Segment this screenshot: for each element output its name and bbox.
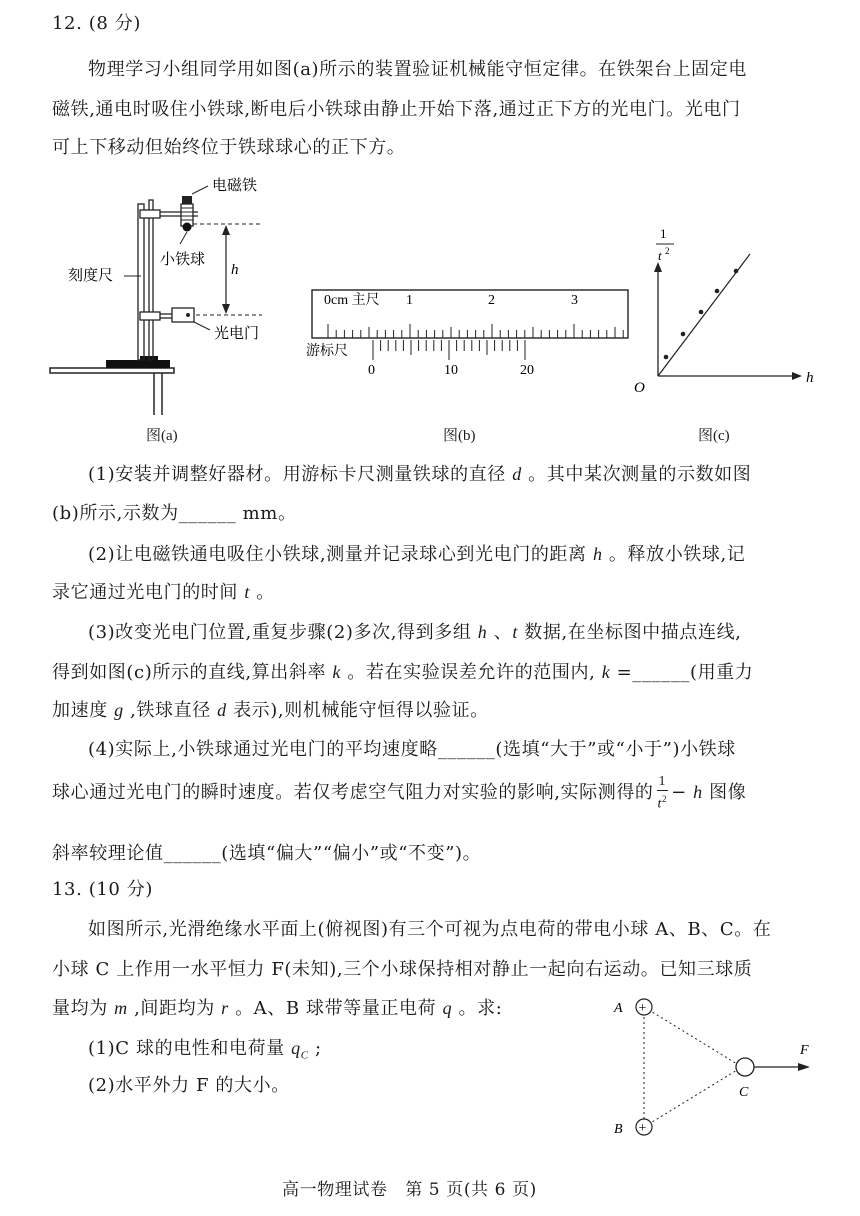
y-axis-denominator: t (658, 248, 662, 263)
data-point (664, 355, 669, 360)
label-ruler: 刻度尺 (68, 268, 114, 284)
q12-part1-line-2: (b)所示,示数为______ mm。 (52, 503, 297, 524)
vernier-tick-10: 10 (444, 363, 458, 378)
figure-b-vernier-caliper (306, 282, 636, 382)
q12-part2-line-1: (2)让电磁铁通电吸住小铁球,测量并记录球心到光电门的距离 h 。释放小铁球,记 (88, 544, 746, 565)
figure-c-graph (628, 226, 828, 398)
data-point (681, 332, 686, 337)
label-h: h (231, 262, 239, 278)
label-f: F (800, 1043, 809, 1058)
main-scale-ticks (328, 324, 623, 338)
x-axis-label: h (806, 370, 814, 386)
label-iron-ball: 小铁球 (160, 252, 206, 268)
caption-fig-a: 图(a) (146, 428, 178, 444)
data-point (715, 289, 720, 294)
y-axis-numerator: 1 (660, 226, 667, 241)
q12-part3-line-1: (3)改变光电门位置,重复步骤(2)多次,得到多组 h 、t 数据,在坐标图中描点连线, (88, 622, 742, 643)
main-tick-1: 1 (406, 293, 413, 308)
vernier-tick-0: 0 (368, 363, 375, 378)
figure-a-apparatus (48, 172, 278, 420)
data-point (734, 269, 739, 274)
figure-q13-charges (606, 992, 826, 1142)
q13-part1: (1)C 球的电性和电荷量 $q_C$ ; (88, 1038, 322, 1062)
label-a: A (614, 1001, 623, 1016)
q13-part2: (2)水平外力 F 的大小。 (88, 1075, 290, 1096)
q12-part2-line-2: 录它通过光电门的时间 t 。 (52, 582, 275, 603)
label-photogate: 光电门 (214, 326, 260, 342)
q13-line-2: 小球 C 上作用一水平恒力 F(未知),三个小球保持相对静止一起向右运动。已知三球质 (52, 959, 753, 980)
q12-intro-line-1: 物理学习小组同学用如图(a)所示的装置验证机械能守恒定律。在铁架台上固定电 (88, 59, 747, 80)
data-point (699, 310, 704, 315)
q12-part4-line-1: (4)实际上,小铁球通过光电门的平均速度略______(选填“大于”或“小于”)小铁球 (88, 739, 736, 760)
q12-intro-line-2: 磁铁,通电时吸住小铁球,断电后小铁球由静止开始下落,通过正下方的光电门。光电门 (52, 99, 741, 120)
q12-part3-line-2: 得到如图(c)所示的直线,算出斜率 k 。若在实验误差允许的范围内, k =______(用重力 (52, 662, 754, 683)
caption-fig-b: 图(b) (443, 428, 476, 444)
q12-part4-line-3: 斜率较理论值______(选填“偏大”“偏小”或“不变”)。 (52, 843, 482, 864)
q13-header: 13. (10 分) (52, 879, 154, 900)
main-tick-3: 3 (571, 293, 578, 308)
q12-header: 12. (8 分) (52, 13, 141, 34)
ball-c (736, 1058, 754, 1076)
origin-label: O (634, 380, 645, 396)
q13-line-3: 量均为 m ,间距均为 r 。A、B 球带等量正电荷 q 。求: (52, 998, 503, 1019)
q12-part3-line-3: 加速度 g ,铁球直径 d 表示),则机械能守恒得以验证。 (52, 700, 489, 721)
main-scale-label: 0cm 主尺 (324, 293, 380, 308)
vernier-scale-label: 游标尺 (306, 344, 348, 359)
q12-part4-line-2: 球心通过光电门的瞬时速度。若仅考虑空气阻力对实验的影响,实际测得的 $\frac{1}{t^2}$ − h 图像 (52, 774, 747, 812)
vernier-scale-ticks (373, 340, 525, 360)
plus-sign-b: + (638, 1121, 647, 1136)
fraction-1-over-t2: $\frac{1}{t^2}$ (657, 774, 668, 812)
main-tick-2: 2 (488, 293, 495, 308)
label-c: C (739, 1085, 749, 1100)
vernier-tick-20: 20 (520, 363, 534, 378)
label-electromagnet: 电磁铁 (212, 178, 258, 194)
q12-intro-line-3: 可上下移动但始终位于铁球球心的正下方。 (52, 137, 406, 158)
y-axis-denominator-exp: 2 (665, 246, 670, 256)
q13-line-1: 如图所示,光滑绝缘水平面上(俯视图)有三个可视为点电荷的带电小球 A、B、C。在 (88, 919, 772, 940)
label-b: B (614, 1122, 623, 1137)
q12-part1-line-1: (1)安装并调整好器材。用游标卡尺测量铁球的直径 d 。其中某次测量的示数如图 (88, 464, 752, 485)
caption-fig-c: 图(c) (698, 428, 730, 444)
plus-sign-a: + (638, 1001, 647, 1016)
page-footer: 高一物理试卷 第 5 页(共 6 页) (282, 1180, 537, 1200)
